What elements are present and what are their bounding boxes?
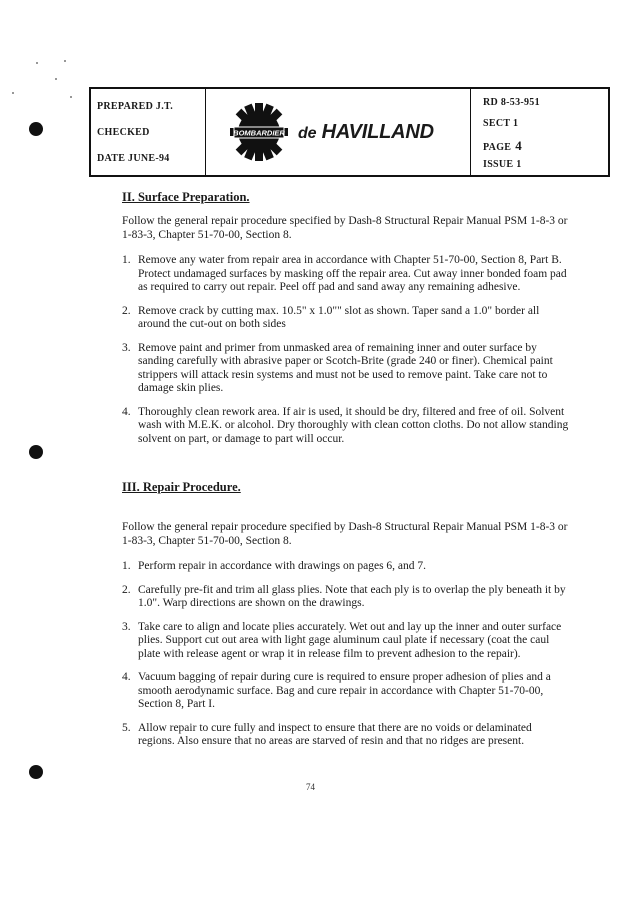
section-title-repair-procedure: III. Repair Procedure.: [122, 480, 241, 494]
item-text: Allow repair to cure fully and inspect to ensure that there are no voids or delaminated regions. Also ensure that no areas are starved of resin and that no ridges are present.: [138, 721, 532, 747]
checked-label: CHECKED: [97, 127, 150, 138]
scan-speck: [12, 92, 14, 94]
item-number: 5.: [122, 721, 131, 734]
list-item: [122, 671, 570, 712]
item-number: 4.: [122, 405, 131, 418]
section-intro: Follow the general repair procedure specified by Dash-8 Structural Repair Manual PSM 1-8-3 or 1-83-3, Chapter 51-70-00, Section 8.: [122, 215, 568, 241]
scan-speck: [64, 60, 66, 62]
brand-name: [298, 121, 434, 144]
item-text: Vacuum bagging of repair during cure is required to ensure proper adhesion of plies and a smooth aerodynamic surface. Bag and cure repair in accordance with Chapter 51-70-00, Section 8, Part I.: [138, 671, 551, 710]
binder-hole-middle: [29, 445, 43, 459]
sect-label: SECT 1: [483, 118, 519, 129]
section-title-surface-preparation: II. Surface Preparation.: [122, 190, 250, 204]
scan-speck: [55, 78, 57, 80]
item-text: Carefully pre-fit and trim all glass plies. Note that each ply is to overlap the ply beneath it by 1.0". Warp directions are shown on the drawings.: [138, 583, 566, 609]
doc-ref: RD 8-53-951: [483, 97, 540, 108]
document-header: [89, 87, 610, 177]
binder-hole-top: [29, 122, 43, 136]
list-item: [122, 621, 570, 662]
list-item: [122, 584, 570, 611]
page-label: [483, 138, 522, 154]
item-number: 4.: [122, 671, 131, 683]
date-label: DATE JUNE-94: [97, 153, 170, 164]
header-logo-cell: [206, 89, 471, 175]
item-number: 3.: [122, 620, 131, 633]
list-item: [122, 342, 570, 396]
binder-hole-bottom: [29, 765, 43, 779]
surface-preparation-steps: [122, 254, 570, 446]
section-intro: Follow the general repair procedure specified by Dash-8 Structural Repair Manual PSM 1-8-3 or 1-83-3, Chapter 51-70-00, Section 8.: [122, 521, 568, 547]
logo-text: BOMBARDIER: [233, 128, 285, 138]
header-left-cell: [91, 89, 206, 175]
item-number: 2.: [122, 583, 131, 596]
item-number: 1.: [122, 254, 131, 266]
page-label-text: PAGE: [483, 142, 512, 153]
page-number: 4: [515, 138, 523, 153]
prepared-label: PREPARED J.T.: [97, 101, 174, 112]
item-text: Remove crack by cutting max. 10.5" x 1.0"" slot as shown. Taper sand a 1.0" border all around the cut-out on both sides: [138, 304, 540, 330]
scan-speck: [36, 62, 38, 64]
item-number: 3.: [122, 341, 131, 354]
bombardier-gear-logo: [230, 103, 288, 161]
item-text: Take care to align and locate plies accurately. Wet out and lay up the inner and outer surface plies. Support cut out area with light gage aluminum caul plate if necessary (coat the caul plate with release agent or wrap it in release film to prevent adhesion to the repair).: [138, 620, 562, 660]
item-text: Thoroughly clean rework area. If air is used, it should be dry, filtered and free of oil. Solvent wash with M.E.K. or alcohol. Dry thoroughly with clean cotton cloths. Do not allow standing solvent on part, or damage to part will occur.: [138, 405, 569, 445]
item-number: 2.: [122, 304, 131, 317]
list-item: [122, 254, 570, 295]
item-text: Remove paint and primer from unmasked area of remaining inner and outer surface by sanding carefully with abrasive paper or Scotch-Brite (grade 240 or finer). Chemical paint strippers will attack resin systems and must not be used to remove paint. Take care not to damage skin plies.: [138, 341, 553, 394]
brand-prefix: de: [298, 125, 317, 142]
list-item: [122, 722, 570, 749]
issue-label: ISSUE 1: [483, 159, 522, 170]
list-item: [122, 406, 570, 447]
header-right-cell: [471, 89, 608, 175]
item-text: Remove any water from repair area in accordance with Chapter 51-70-00, Section 8, Part B. Protect undamaged surfaces by masking off the repair area. Cut away inner bonded foam pad as required to carry out repair. Peel off pad and sand away any remaining adhesive.: [138, 254, 567, 293]
document-body: [122, 190, 570, 759]
item-text: Perform repair in accordance with drawings on pages 6, and 7.: [138, 560, 427, 572]
list-item: [122, 560, 570, 574]
scan-speck: [70, 96, 72, 98]
item-number: 1.: [122, 560, 131, 572]
page-footer-mark: 74: [306, 782, 315, 792]
list-item: [122, 305, 570, 332]
brand-main: HAVILLAND: [321, 121, 434, 143]
repair-procedure-steps: [122, 560, 570, 749]
